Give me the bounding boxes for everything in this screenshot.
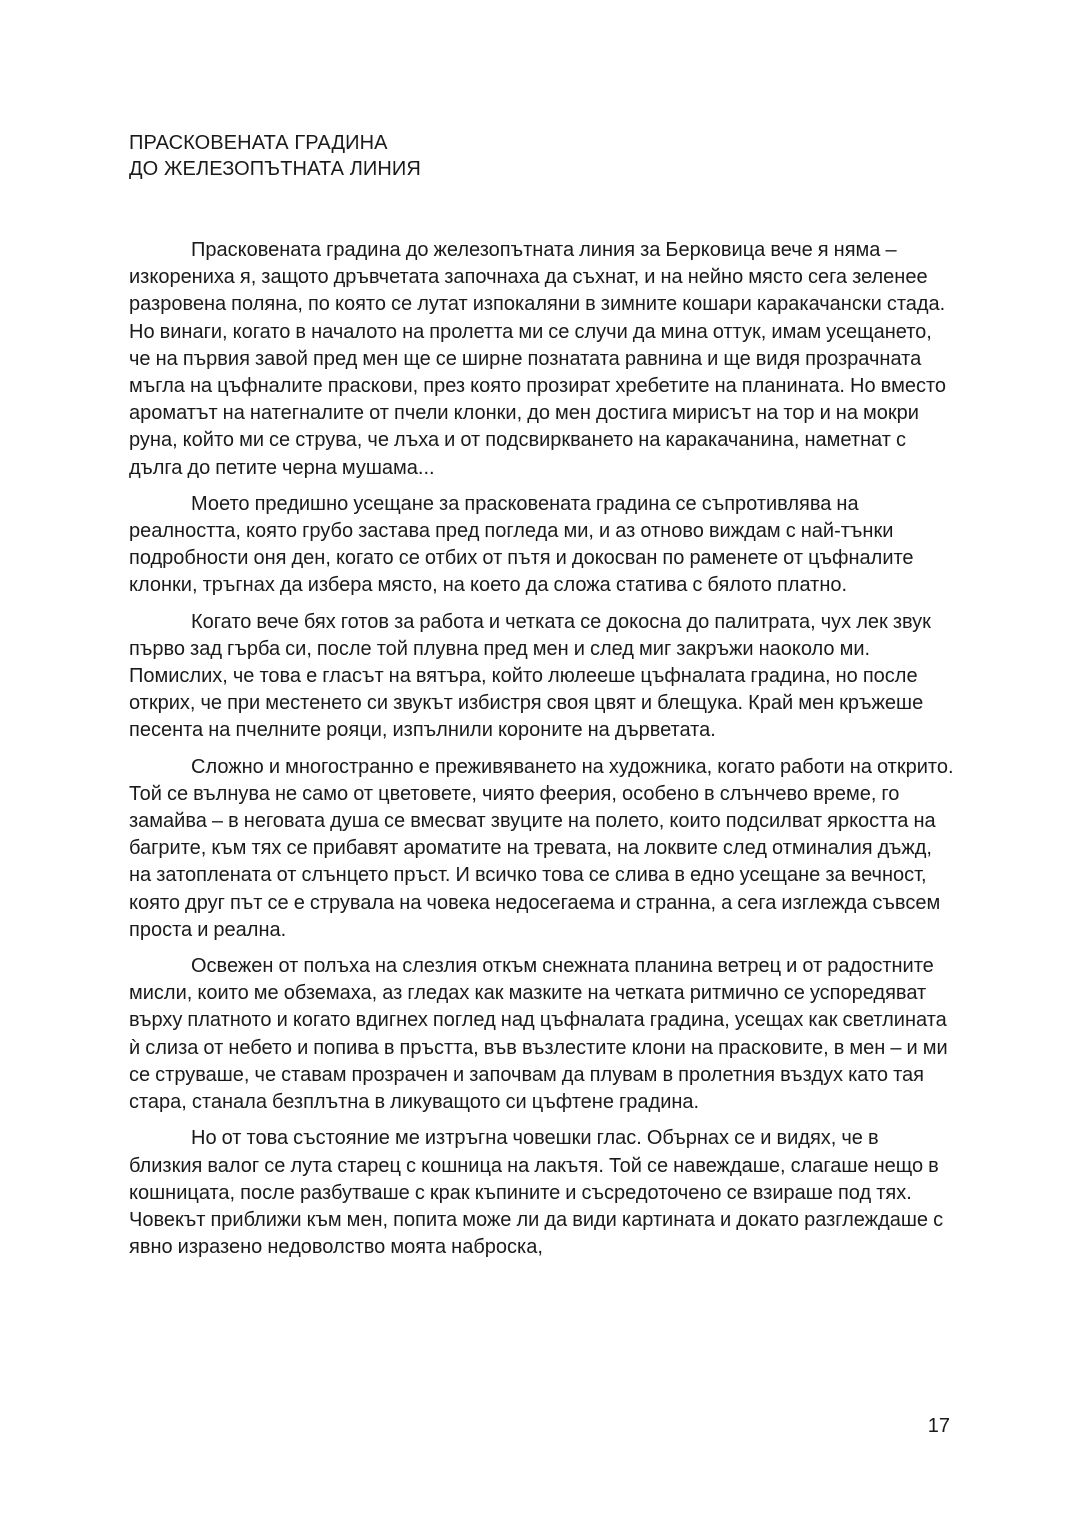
page-number: 17	[927, 1415, 950, 1437]
paragraph-3: Когато вече бях готов за работа и четката се докосна до палитрата, чух лек звук първо зад гърба си, после той плувна пред мен и след миг закръжи наоколо ми. Помислих, че това е гласът на вятъра, който люлееше цъфналата градина, но после открих, че при местенето си звукът избистря своя цвят и блещука. Край мен кръжеше песента на пчелните рояци, изпълнили короните на дърветата.	[129, 610, 931, 742]
chapter-title	[129, 130, 949, 182]
paragraph-5: Освежен от полъха на слезлия откъм снежната планина ветрец и от радостните мисли, които ме обземаха, аз гледах как мазките на четката ритмично се успоредяват върху платното и когато вдигнех поглед над цъфналата градина, усещах как светлината ѝ слиза от небето и попива в пръстта, във възлестите клони на прасковите, в мен – и ми се струваше, че ставам прозрачен и започвам да плувам в пролетния въздух като тая стара, станала безплътна в ликуващото си цъфтене градина.	[129, 955, 948, 1114]
chapter-title-line-2: ДО ЖЕЛЕЗОПЪТНАТА ЛИНИЯ	[129, 158, 421, 180]
chapter-title-line-1: ПРАСКОВЕНАТА ГРАДИНА	[129, 132, 388, 154]
paragraph-1: Прасковената градина до железопътната линия за Берковица вече я няма – изкорениха я, защото дръвчетата започнаха да съхнат, и на нейно място сега зеленее разровена поляна, по която се лутат изпокаляни в зимните кошари каракачански стада. Но винаги, когато в началото на пролетта ми се случи да мина оттук, имам усещането, че на първия завой пред мен ще се ширне познатата равнина и ще видя прозрачната мъгла на цъфналите праскови, през която прозират хребетите на планината. Но вместо ароматът на натегналите от пчели клонки, до мен достига мирисът на тор и на мокри руна, който ми се струва, че лъха и от подсвиркването на каракачанина, наметнат с дълга до петите черна мушама...	[129, 239, 946, 479]
paragraph-2: Моето предишно усещане за прасковената градина се съпротивлява на реалността, която грубо застава пред погледа ми, и аз отново виждам с най-тънки подробности оня ден, когато се отбих от пътя и докосван по раменете от цъфналите клонки, тръгнах да избера място, на което да сложа статива с бялото платно.	[129, 492, 914, 597]
paragraph-6: Но от това състояние ме изтръгна човешки глас. Обърнах се и видях, че в близкия валог се лута старец с кошница на лакътя. Той се навеждаше, слагаше нещо в кошницата, после разбутваше с крак къпините и съсредоточено се взираше под тях. Човекът приближи към мен, попита може ли да види картината и докато разглеждаше с явно изразено недоволство моята наброска,	[129, 1127, 944, 1259]
paragraph-4: Сложно и многостранно е преживяването на художника, когато работи на открито. Той се вълнува не само от цветовете, чиято феерия, особено в слънчево време, го замайва – в неговата душа се вмесват звуците на полето, които подсилват яркостта на багрите, към тях се прибавят ароматите на тревата, на локвите след отминалия дъжд, на затоплената от слънцето пръст. И всичко това се слива в едно усещане за вечност, която друг път се е струвала на човека недосегаема и странна, а сега изглежда съвсем проста и реална.	[129, 755, 954, 941]
body-text	[129, 237, 954, 1270]
